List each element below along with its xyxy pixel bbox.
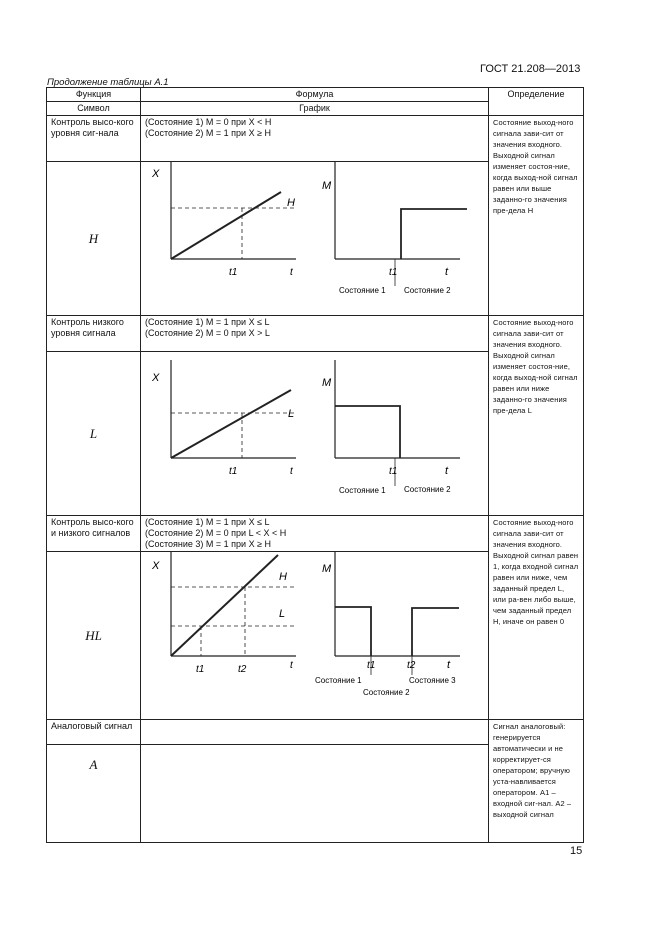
t1-label: t1	[389, 267, 398, 278]
definition-cell: Сигнал аналоговый: генерируется автоматически и не корректирует-ся оператором; вручную уста-навливается оператором. A1 – входной сиг-нал. A2 – выходной сигнал	[489, 720, 584, 843]
m-axis-label: M	[322, 180, 332, 192]
state3-label: Состояние 3	[409, 676, 456, 685]
formula-cell	[141, 116, 489, 162]
formula-line: (Состояние 2) M = 0 при X > L	[145, 328, 270, 338]
graph-cell	[141, 745, 489, 843]
graph-cell	[141, 352, 489, 516]
formula-cell	[141, 720, 489, 745]
m-axis-label: M	[322, 377, 332, 389]
output-step-line-2	[412, 608, 459, 656]
output-step-line-1	[335, 607, 371, 656]
table-continuation-caption: Продолжение таблицы А.1	[47, 77, 169, 88]
formula-line: (Состояние 2) M = 1 при X ≥ H	[145, 128, 272, 138]
graph-cell	[141, 162, 489, 316]
t1-label: t1	[229, 267, 238, 278]
symbol-cell: H	[47, 162, 141, 316]
level-label: L	[288, 408, 295, 420]
t-label: t	[447, 659, 451, 671]
t-label: t	[445, 266, 449, 278]
state2-label: Состояние 2	[363, 688, 410, 697]
col-header-function: Функция	[47, 88, 141, 102]
state2-label: Состояние 2	[404, 286, 451, 295]
function-cell: Контроль высо-кого уровня сиг-нала	[47, 116, 141, 162]
function-cell: Контроль низкого уровня сигнала	[47, 316, 141, 352]
output-step-line	[401, 209, 467, 259]
t1-label: t1	[367, 660, 376, 671]
col-header-symbol: Символ	[47, 102, 141, 116]
l-level-label: L	[279, 608, 286, 620]
formula-cell	[141, 316, 489, 352]
t1-label: t1	[229, 466, 238, 477]
x-axis-label: X	[152, 560, 160, 572]
output-step-line	[335, 406, 400, 458]
input-ramp-line	[171, 192, 281, 259]
formula-line: (Состояние 1) M = 0 при X < H	[145, 117, 272, 127]
t-label: t	[290, 466, 293, 477]
formula-line: (Состояние 1) M = 1 при X ≤ L	[145, 317, 270, 327]
definition-cell: Состояние выход-ного сигнала зави-сит от значения входного. Выходной сигнал равен 1, когда входной сигнал равен или ниже, чем заданный предел L, или ра-вен либо выше, чем заданный предел H, иначе он равен 0	[489, 516, 584, 720]
t-label: t	[290, 267, 293, 278]
t1-label: t1	[389, 466, 398, 477]
functions-table	[46, 87, 584, 843]
graph-high-low-level	[141, 552, 487, 716]
col-header-graph: График	[141, 102, 489, 116]
x-axis-label: X	[152, 372, 160, 384]
formula-line: (Состояние 3) M = 1 при X ≥ H	[145, 539, 272, 549]
m-axis-label: M	[322, 563, 332, 575]
x-axis-label: X	[152, 168, 160, 180]
t-label: t	[290, 660, 293, 671]
graph-low-level	[141, 352, 487, 512]
h-level-label: H	[279, 571, 287, 583]
state1-label: Состояние 1	[315, 676, 362, 685]
formula-line: (Состояние 2) M = 0 при L < X < H	[145, 528, 287, 538]
definition-cell: Состояние выход-ного сигнала зави-сит от значения входного. Выходной сигнал изменяет состоя-ние, когда выход-ной сигнал равен или ниже заданно-го значения пре-дела L	[489, 316, 584, 516]
function-cell: Аналоговый сигнал	[47, 720, 141, 745]
formula-line: (Состояние 1) M = 1 при X ≤ L	[145, 517, 270, 527]
t2-label: t2	[407, 660, 416, 671]
t1-label: t1	[196, 664, 205, 675]
definition-cell: Состояние выход-ного сигнала зави-сит от значения входного. Выходной сигнал изменяет состоя-ние, когда выход-ной сигнал равен или выше заданно-го значения пре-дела H	[489, 116, 584, 316]
function-cell: Контроль высо-кого и низкого сигналов	[47, 516, 141, 552]
col-header-formula: Формула	[141, 88, 489, 102]
input-ramp-line	[171, 390, 291, 458]
state1-label: Состояние 1	[339, 486, 386, 495]
symbol-cell: HL	[47, 552, 141, 720]
page-number: 15	[570, 845, 583, 857]
t2-label: t2	[238, 664, 247, 675]
level-label: H	[287, 197, 295, 209]
state1-label: Состояние 1	[339, 286, 386, 295]
graph-cell	[141, 552, 489, 720]
graph-high-level	[141, 162, 487, 312]
state2-label: Состояние 2	[404, 485, 451, 494]
symbol-cell: L	[47, 352, 141, 516]
symbol-cell: A	[47, 745, 141, 843]
t-label: t	[445, 465, 449, 477]
standard-number: ГОСТ 21.208—2013	[480, 63, 581, 75]
formula-cell	[141, 516, 489, 552]
col-header-definition: Определение	[489, 88, 584, 116]
input-ramp-line	[171, 555, 278, 656]
